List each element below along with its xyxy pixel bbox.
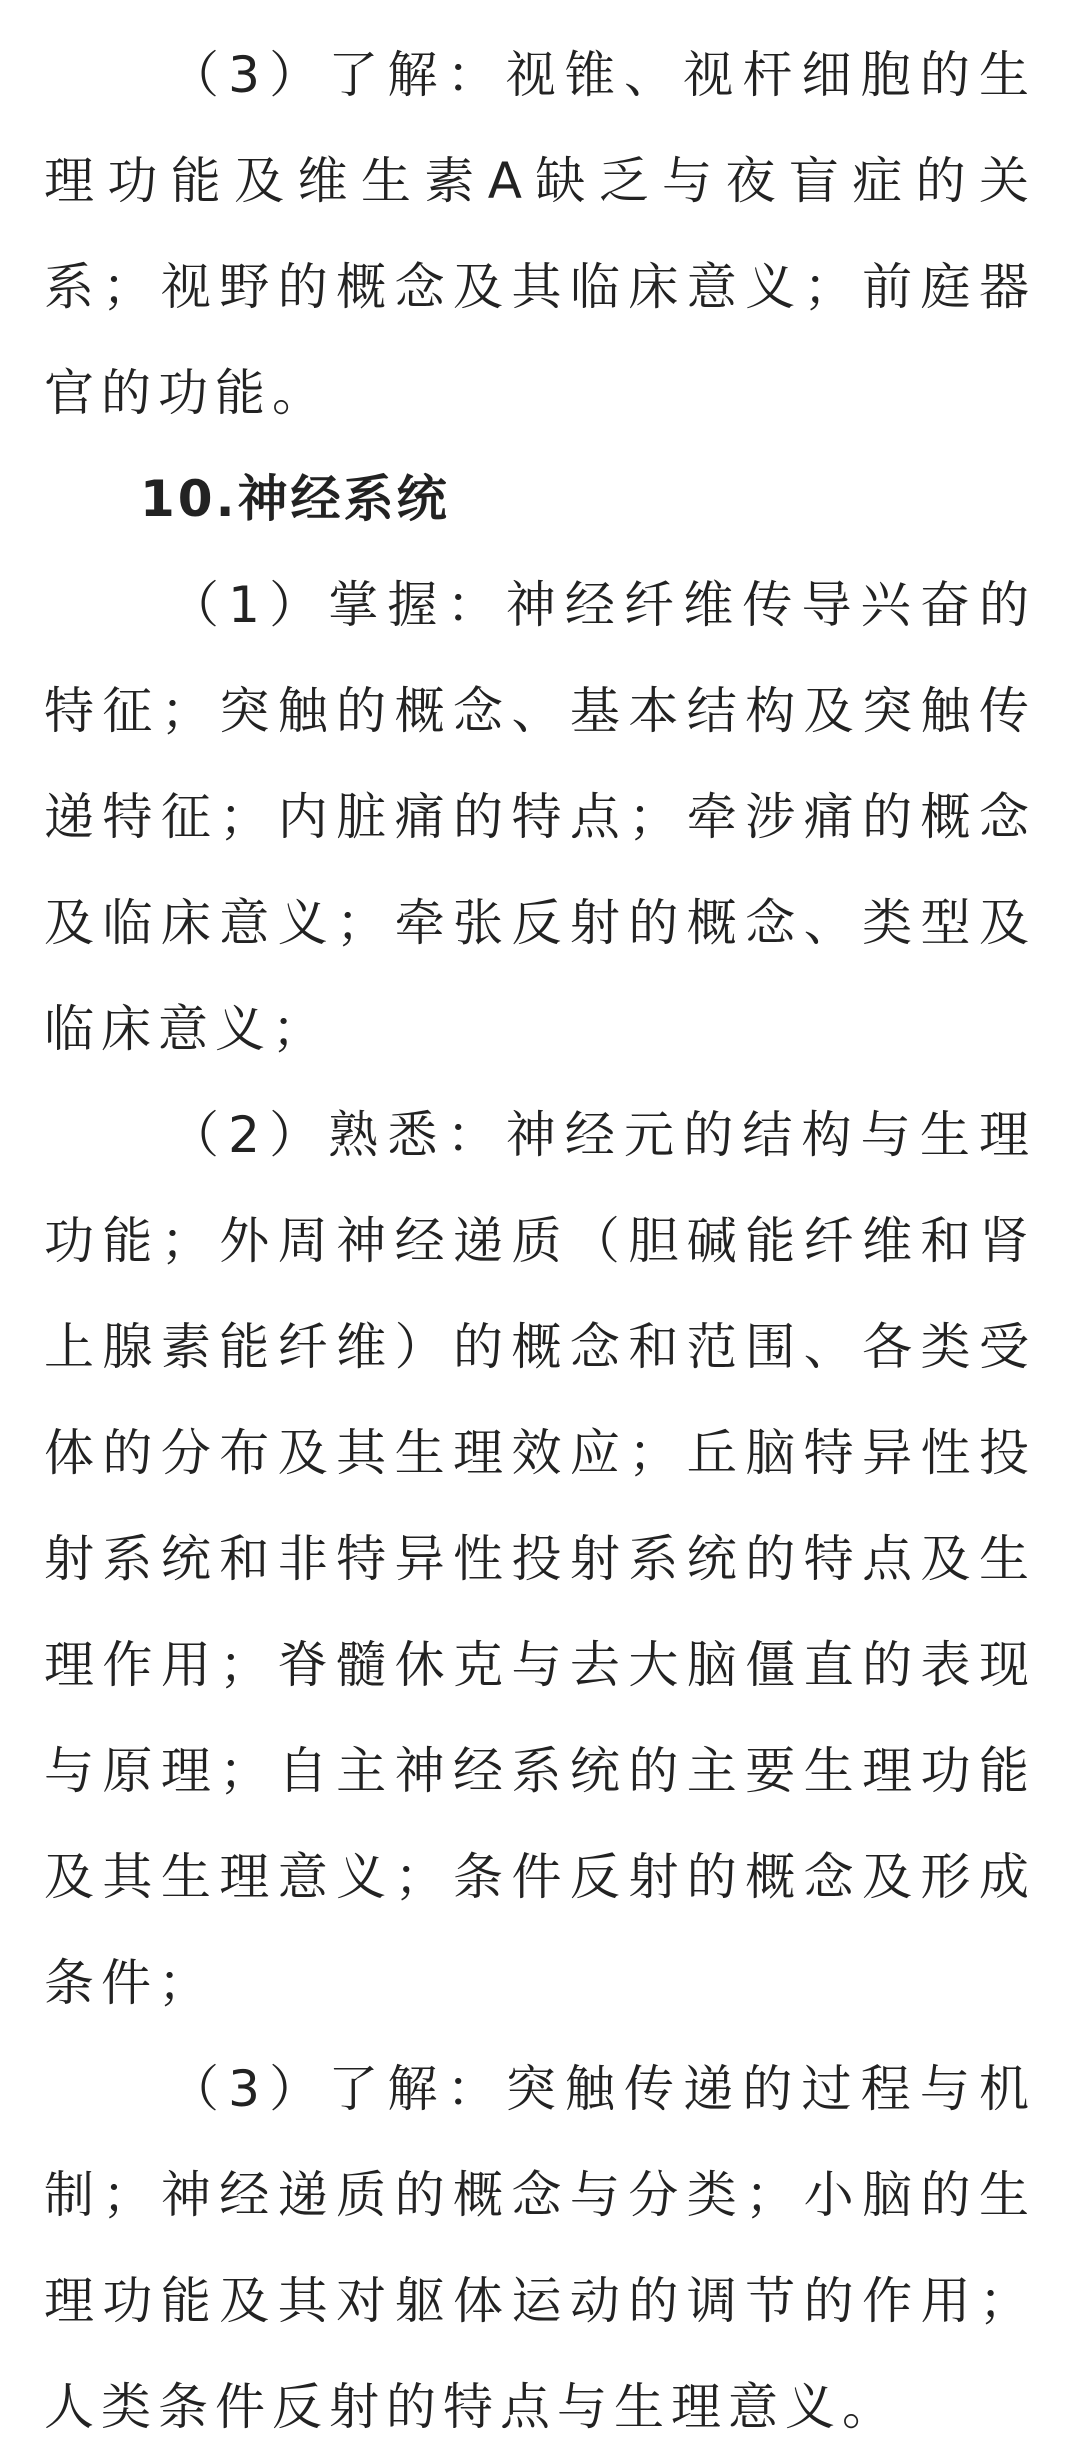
paragraph-nerve-master: （1）掌握：神经纤维传导兴奋的特征；突触的概念、基本结构及突触传递特征；内脏痛的特点；牵涉痛的概念及临床意义；牵张反射的概念、类型及临床意义；	[44, 576, 1036, 1058]
paragraph-vision-understand: （3）了解：视锥、视杆细胞的生理功能及维生素A缺乏与夜盲症的关系；视野的概念及其临床意义；前庭器官的功能。	[44, 46, 1036, 422]
section-heading-nervous-system: 10.神经系统	[140, 470, 450, 528]
paragraph-nerve-understand: （3）了解：突触传递的过程与机制；神经递质的概念与分类；小脑的生理功能及其对躯体运动的调节的作用；人类条件反射的特点与生理意义。	[44, 2060, 1036, 2436]
paragraph-nerve-familiar: （2）熟悉：神经元的结构与生理功能；外周神经递质（胆碱能纤维和肾上腺素能纤维）的概念和范围、各类受体的分布及其生理效应；丘脑特异性投射系统和非特异性投射系统的特点及生理作用；脊髓休克与去大脑僵直的表现与原理；自主神经系统的主要生理功能及其生理意义；条件反射的概念及形成条件；	[44, 1106, 1036, 2012]
